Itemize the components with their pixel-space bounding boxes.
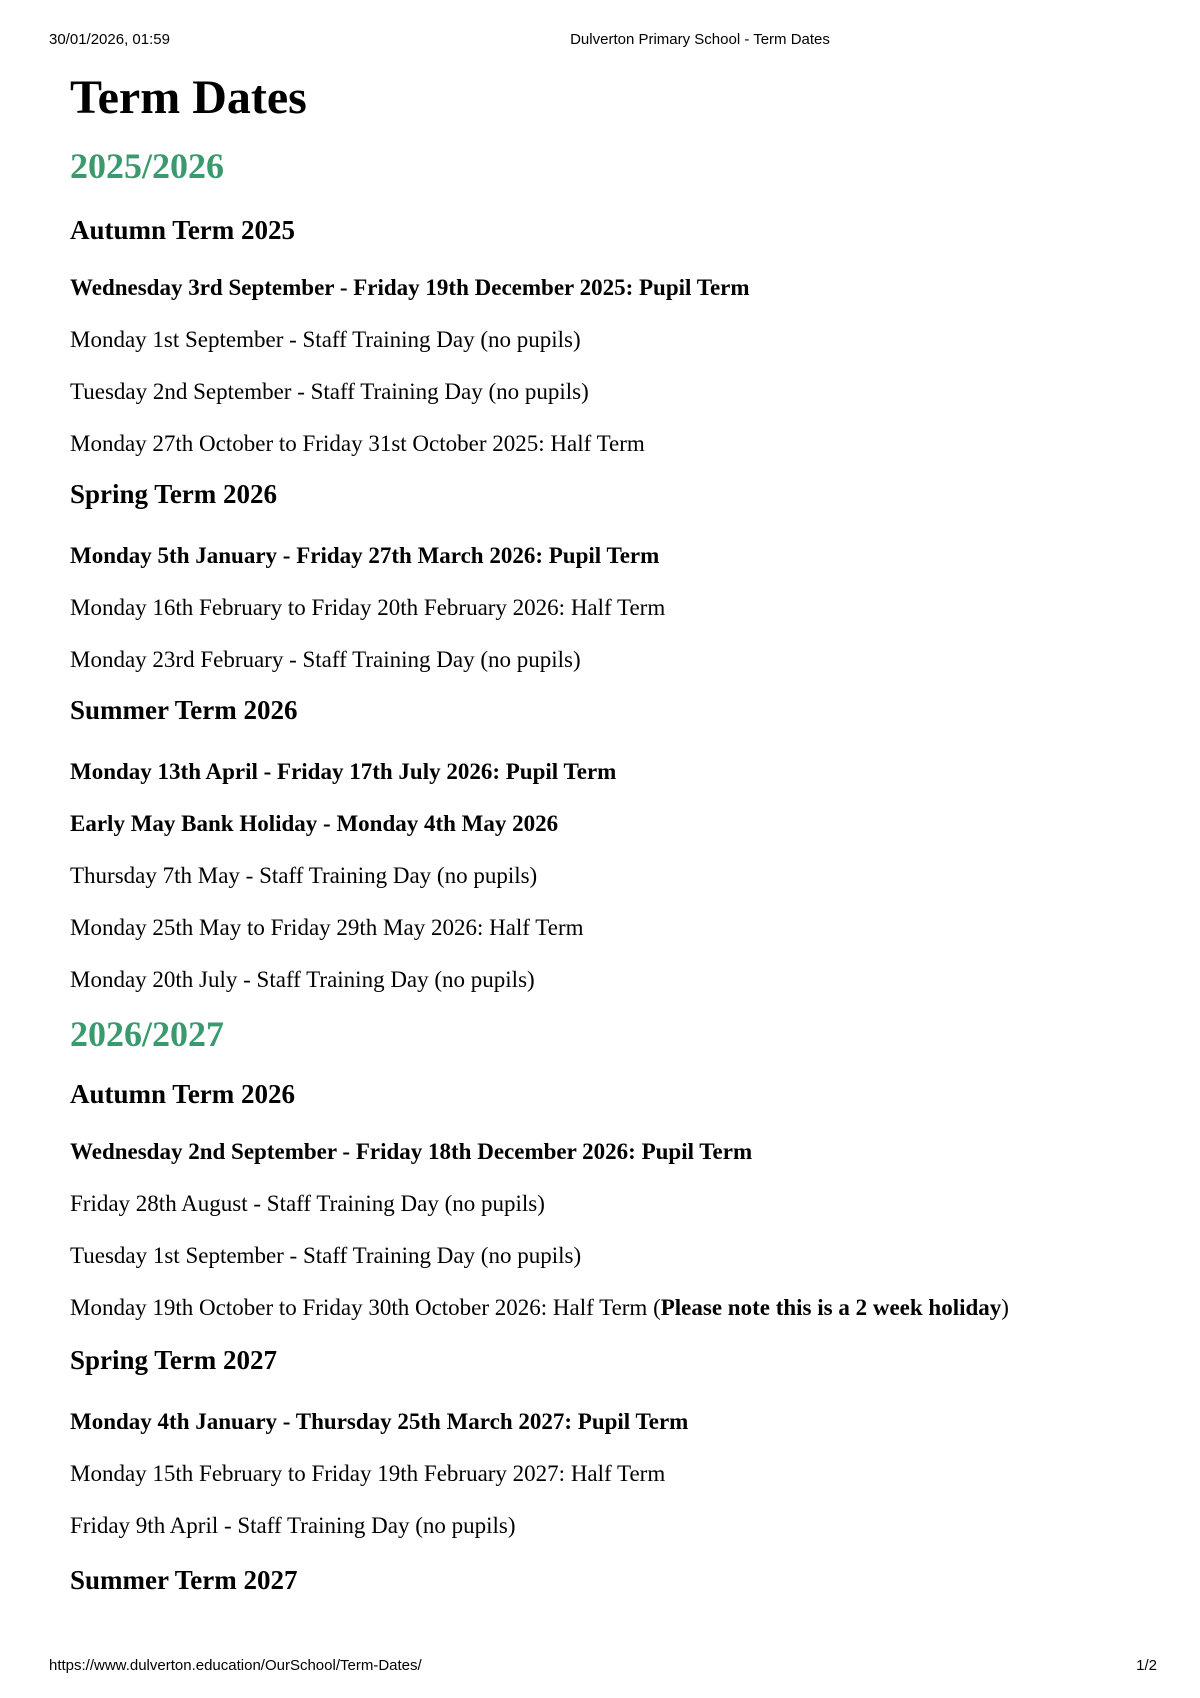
two-week-holiday-note: Please note this is a 2 week holiday bbox=[660, 1295, 1002, 1320]
half-term-text: Monday 19th October to Friday 30th October 2026: Half Term ( bbox=[70, 1295, 661, 1320]
pupil-term-spring-2027: Monday 4th January - Thursday 25th March 2027: Pupil Term bbox=[70, 1409, 689, 1434]
term-date-line: Monday 27th October to Friday 31st October 2025: Half Term bbox=[70, 431, 645, 456]
pupil-term-spring-2026: Monday 5th January - Friday 27th March 2026: Pupil Term bbox=[70, 543, 660, 568]
page-title: Term Dates bbox=[70, 71, 307, 124]
term-date-line: Monday 15th February to Friday 19th February 2027: Half Term bbox=[70, 1461, 666, 1486]
term-heading-spring-2026: Spring Term 2026 bbox=[70, 479, 278, 509]
print-footer bbox=[0, 1657, 1200, 1677]
print-header bbox=[0, 31, 1200, 51]
term-date-line: Monday 25th May to Friday 29th May 2026: Half Term bbox=[70, 915, 584, 940]
term-date-line: Monday 20th July - Staff Training Day (no pupils) bbox=[70, 967, 535, 992]
term-date-line: Tuesday 2nd September - Staff Training Day (no pupils) bbox=[70, 379, 589, 404]
print-datetime: 30/01/2026, 01:59 bbox=[49, 31, 170, 48]
term-date-line: Friday 28th August - Staff Training Day (no pupils) bbox=[70, 1191, 545, 1216]
pupil-term-summer-2026: Monday 13th April - Friday 17th July 2026: Pupil Term bbox=[70, 759, 617, 784]
print-page-title: Dulverton Primary School - Term Dates bbox=[570, 31, 830, 48]
term-date-line: Monday 1st September - Staff Training Day (no pupils) bbox=[70, 327, 581, 352]
bank-holiday-line: Early May Bank Holiday - Monday 4th May 2026 bbox=[70, 811, 559, 836]
pupil-term-autumn-2026: Wednesday 2nd September - Friday 18th December 2026: Pupil Term bbox=[70, 1139, 753, 1164]
term-date-line: Friday 9th April - Staff Training Day (no pupils) bbox=[70, 1513, 516, 1538]
page-url: https://www.dulverton.education/OurSchool/Term-Dates/ bbox=[49, 1657, 422, 1674]
term-date-line: Thursday 7th May - Staff Training Day (no pupils) bbox=[70, 863, 538, 888]
half-term-line-autumn-2026 bbox=[70, 1282, 1170, 1334]
term-heading-autumn-2026: Autumn Term 2026 bbox=[70, 1079, 296, 1109]
term-date-line: Monday 16th February to Friday 20th February 2026: Half Term bbox=[70, 595, 666, 620]
term-date-line: Tuesday 1st September - Staff Training Day (no pupils) bbox=[70, 1243, 582, 1268]
half-term-close: ) bbox=[1001, 1295, 1009, 1320]
term-date-line: Monday 23rd February - Staff Training Day (no pupils) bbox=[70, 647, 581, 672]
pupil-term-autumn-2025: Wednesday 3rd September - Friday 19th December 2025: Pupil Term bbox=[70, 275, 750, 300]
page-number: 1/2 bbox=[1136, 1657, 1157, 1674]
term-heading-summer-2026: Summer Term 2026 bbox=[70, 695, 298, 725]
page-content bbox=[70, 62, 1170, 1610]
year-heading-2026-2027: 2026/2027 bbox=[70, 1014, 225, 1054]
year-heading-2025-2026: 2025/2026 bbox=[70, 146, 225, 186]
term-heading-spring-2027: Spring Term 2027 bbox=[70, 1345, 278, 1375]
term-heading-autumn-2025: Autumn Term 2025 bbox=[70, 215, 296, 245]
term-heading-summer-2027: Summer Term 2027 bbox=[70, 1565, 298, 1595]
